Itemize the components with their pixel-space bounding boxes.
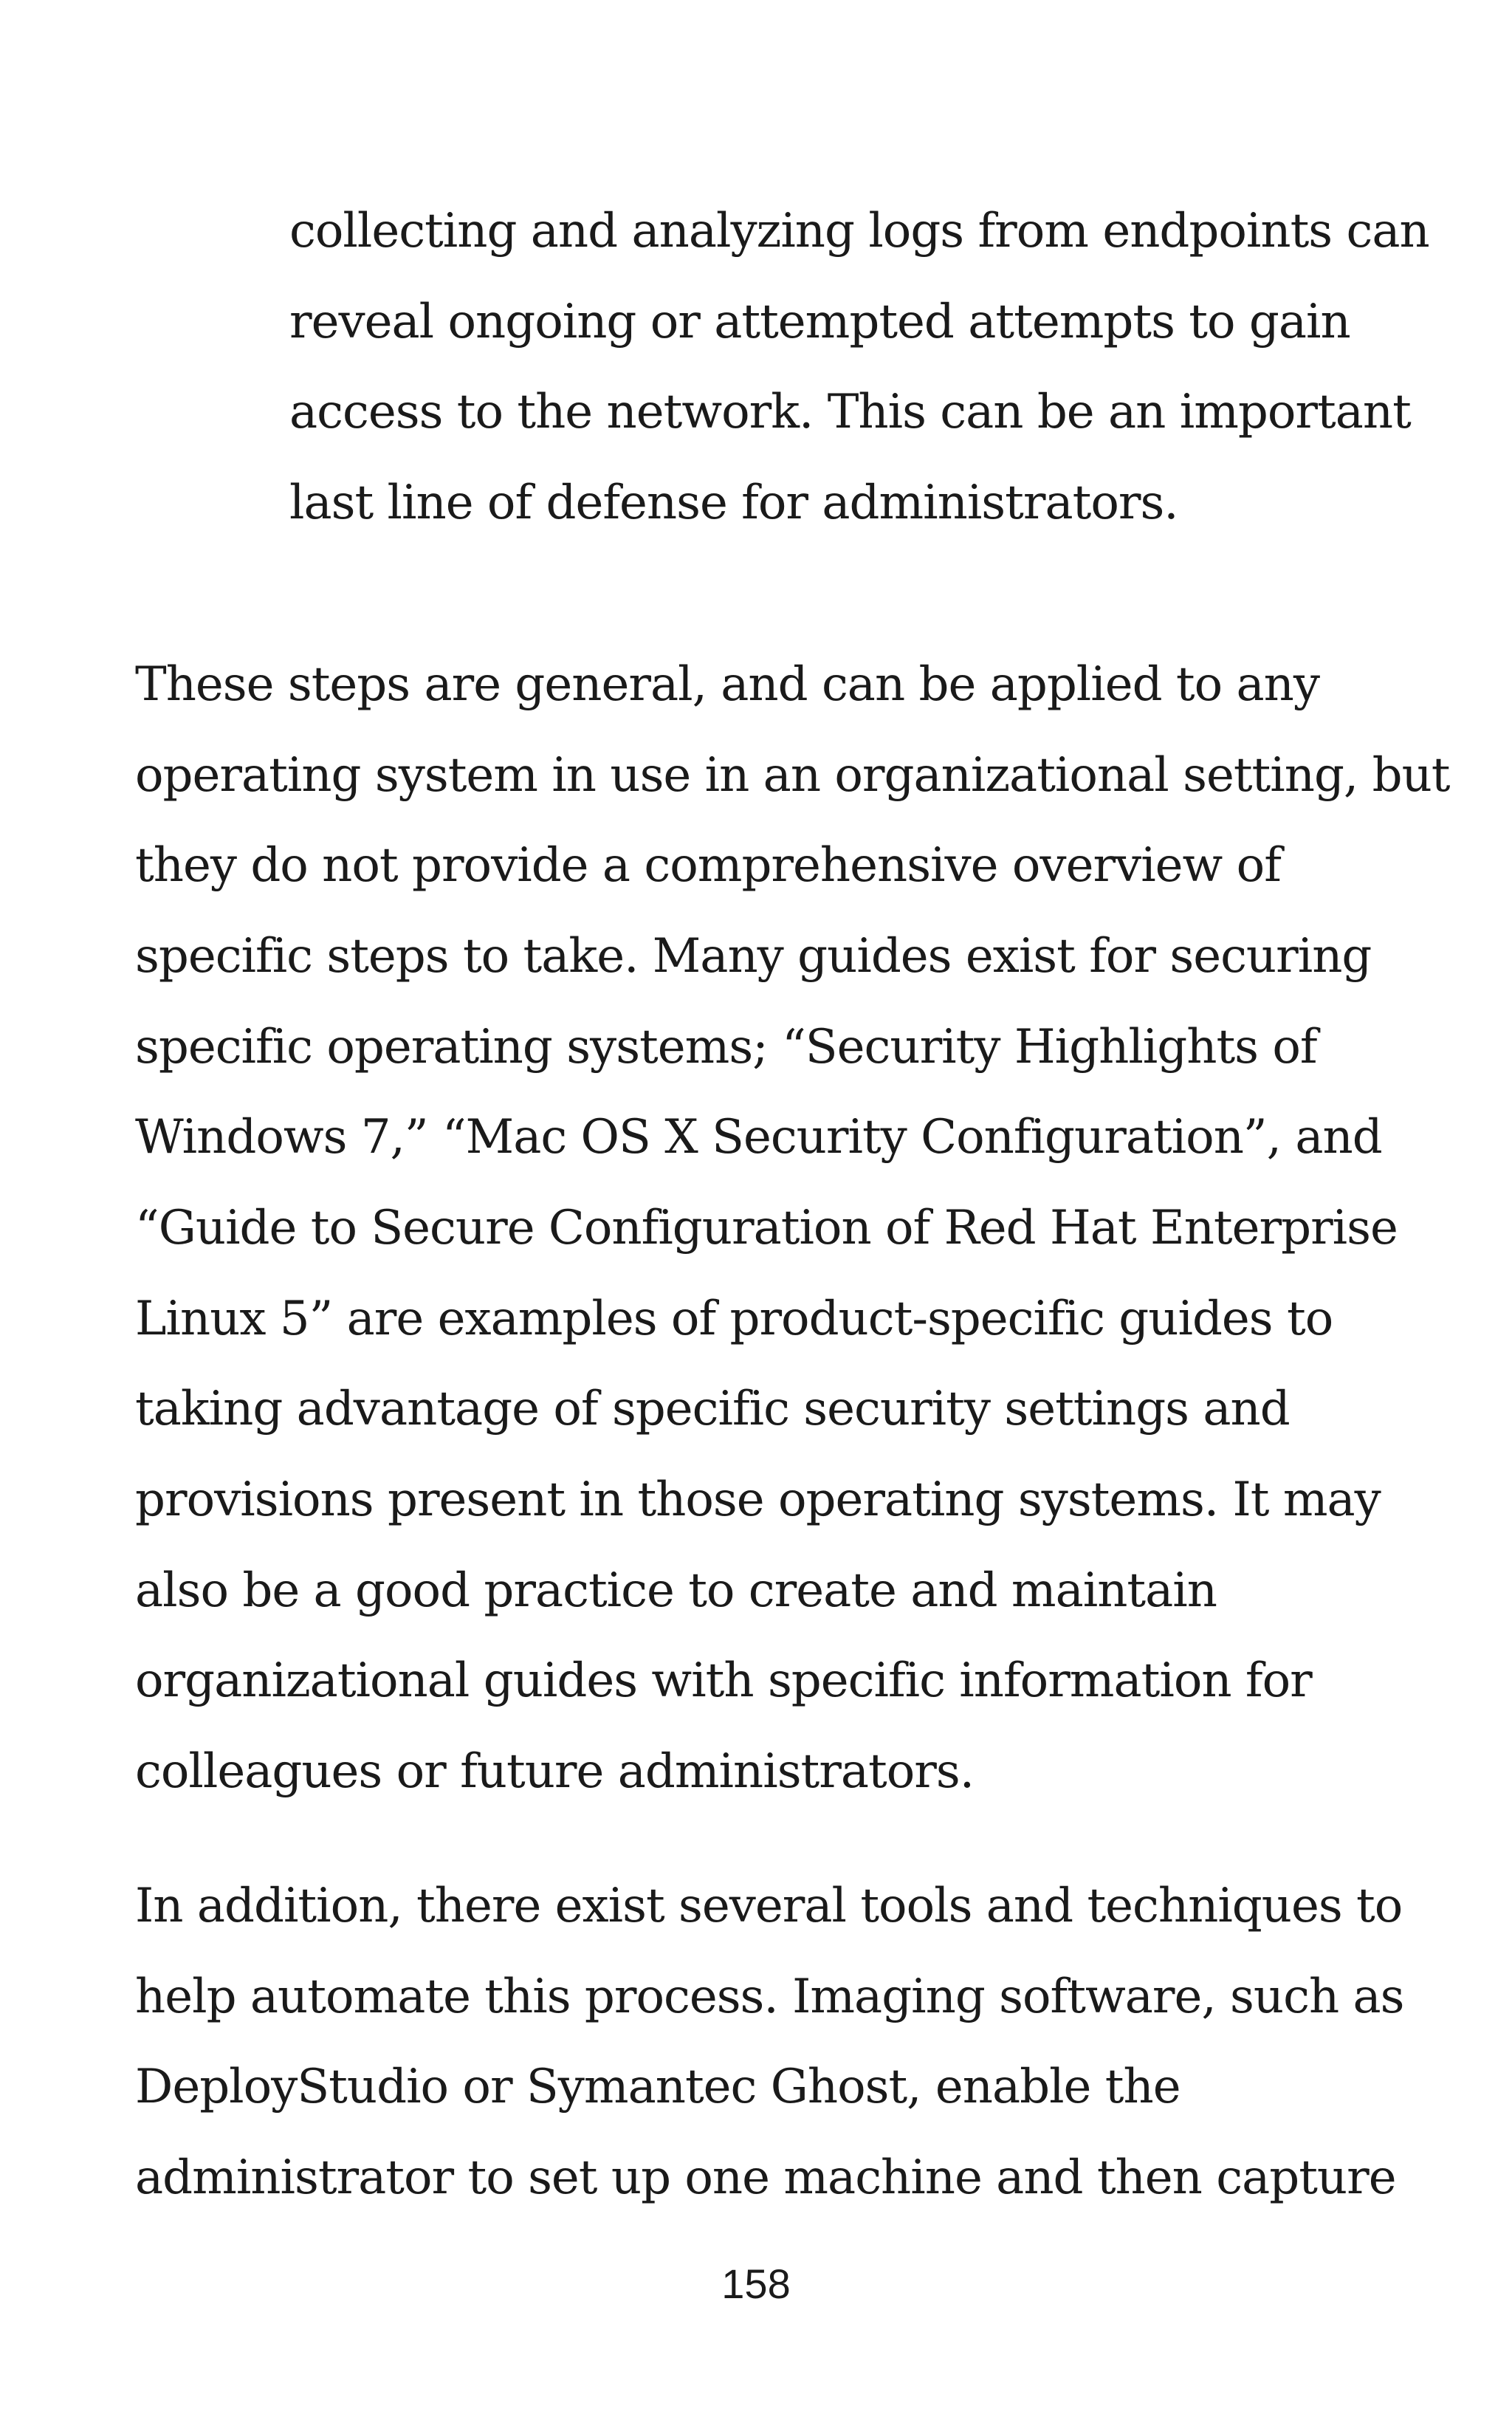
text-line: provisions present in those operating systems. It may xyxy=(135,1473,1381,1527)
text-line: “Guide to Secure Configuration of Red Hat Enterprise xyxy=(135,1201,1398,1255)
page-number: 158 xyxy=(721,2260,791,2307)
text-line: organizational guides with specific information for xyxy=(135,1653,1312,1708)
text-line: These steps are general, and can be applied to any xyxy=(135,657,1320,712)
text-line: collecting and analyzing logs from endpoints can xyxy=(289,204,1429,258)
text-line: specific steps to take. Many guides exist for securing xyxy=(135,929,1372,984)
text-line: also be a good practice to create and maintain xyxy=(135,1563,1217,1618)
text-line: administrator to set up one machine and then capture xyxy=(135,2150,1396,2205)
text-line: reveal ongoing or attempted attempts to gain xyxy=(289,295,1350,349)
text-line: operating system in use in an organizational setting, but xyxy=(135,748,1450,803)
text-line: Windows 7,” “Mac OS X Security Configuration”, and xyxy=(135,1110,1382,1165)
text-line: Linux 5” are examples of product-specific guides to xyxy=(135,1292,1333,1346)
text-line: they do not provide a comprehensive overview of xyxy=(135,838,1281,893)
text-line: help automate this process. Imaging software, such as xyxy=(135,1970,1404,2024)
text-line: In addition, there exist several tools and techniques to xyxy=(135,1879,1403,1933)
text-line: last line of defense for administrators. xyxy=(289,476,1178,530)
text-line: DeployStudio or Symantec Ghost, enable the xyxy=(135,2060,1181,2114)
text-line: taking advantage of specific security settings and xyxy=(135,1382,1290,1436)
text-line: colleagues or future administrators. xyxy=(135,1744,975,1799)
text-line: access to the network. This can be an important xyxy=(289,385,1411,439)
text-line: specific operating systems; “Security Highlights of xyxy=(135,1020,1317,1074)
